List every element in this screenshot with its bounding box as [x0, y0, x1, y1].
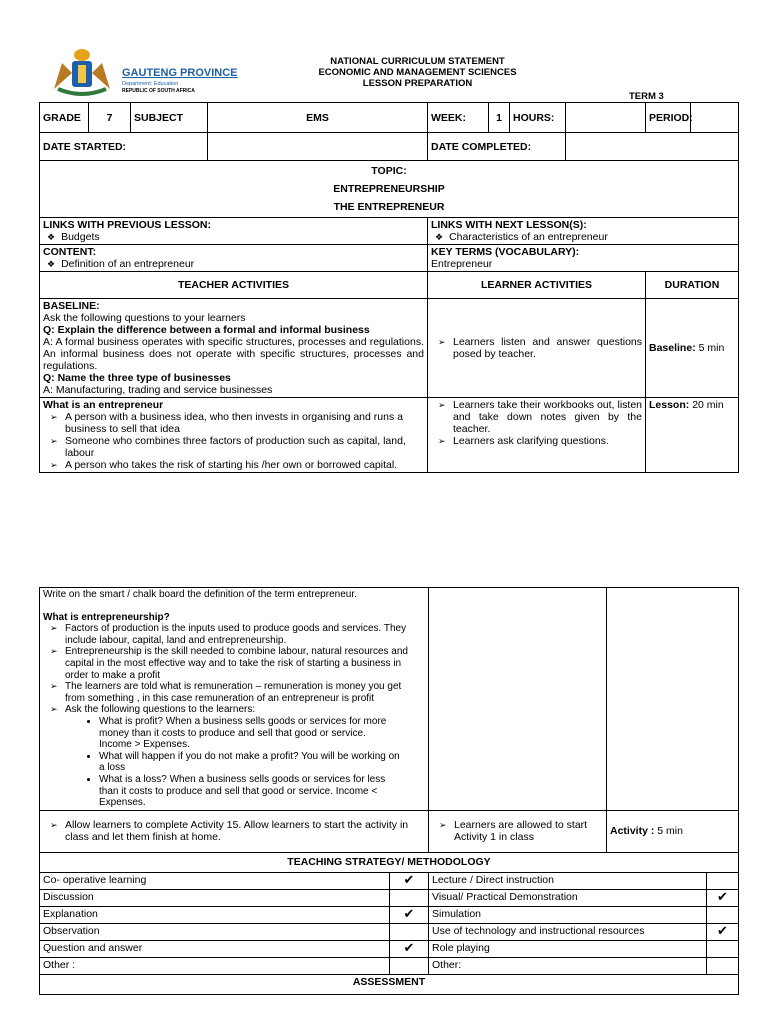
- lesson-learner-item: ➢ Learners take their workbooks out, listen and take down notes given by the teacher.: [453, 399, 642, 435]
- entrepreneurship-item: ➢ Entrepreneurship is the skill needed to combine labour, natural resources and capital in the most effective way and to take the risk of starting a business in order to make a profit: [65, 646, 411, 681]
- strategy-right-check[interactable]: [707, 872, 739, 889]
- lesson-learner-item: ➢ Learners ask clarifying questions.: [453, 435, 642, 447]
- lesson-duration-label: Lesson:: [649, 399, 690, 411]
- lesson-table-page-2: [39, 587, 739, 995]
- topic-label: TOPIC:: [371, 165, 407, 177]
- baseline-cell: [40, 299, 428, 398]
- links-previous-cell: [40, 218, 428, 245]
- strategy-left-label: Discussion: [40, 889, 390, 906]
- strategy-right-label: Simulation: [429, 906, 707, 923]
- week-value: 1: [489, 103, 510, 133]
- teaching-strategy-header: TEACHING STRATEGY/ METHODOLOGY: [40, 852, 739, 872]
- baseline-intro: Ask the following questions to your learners: [43, 312, 246, 324]
- strategy-right-check[interactable]: [707, 957, 739, 974]
- baseline-answer-1: A: A formal business operates with specific structures, processes and regulations. An informal business does not operate with specific structures, processes and regulations.: [43, 336, 424, 372]
- strategy-left-check[interactable]: ✔: [390, 872, 429, 889]
- strategy-left-label: Question and answer: [40, 940, 390, 957]
- lesson-table-page-1: [39, 102, 739, 473]
- strategy-right-label: Role playing: [429, 940, 707, 957]
- duration-header: DURATION: [646, 272, 739, 299]
- entrepreneurship-cell: [40, 588, 429, 811]
- term-label: TERM 3: [629, 91, 664, 102]
- strategy-left-check[interactable]: ✔: [390, 906, 429, 923]
- baseline-title: BASELINE:: [43, 300, 100, 312]
- activity-duration-value: 5 min: [657, 825, 683, 838]
- activity-duration-label: Activity :: [610, 825, 655, 838]
- activity-learner-cell: [429, 810, 607, 852]
- header-line-3: LESSON PREPARATION: [362, 78, 473, 89]
- strategy-left-label: Explanation: [40, 906, 390, 923]
- baseline-learner-cell: [428, 299, 646, 398]
- key-terms-cell: [428, 245, 739, 272]
- lesson-title: What is an entrepreneur: [43, 399, 164, 411]
- strategy-left-label: Other :: [40, 957, 390, 974]
- strategy-right-check[interactable]: [707, 940, 739, 957]
- strategy-right-label: Lecture / Direct instruction: [429, 872, 707, 889]
- entrepreneurship-title: What is entrepreneurship?: [43, 611, 170, 623]
- strategy-left-check[interactable]: [390, 889, 429, 906]
- date-completed-label: DATE COMPLETED:: [428, 133, 566, 161]
- teacher-activities-header: TEACHER ACTIVITIES: [40, 272, 428, 299]
- lesson-item: ➢ Someone who combines three factors of production such as capital, land, labour: [65, 435, 424, 459]
- baseline-answer-2: A: Manufacturing, trading and service businesses: [43, 384, 273, 396]
- entrepreneurship-item: ➢ Factors of production is the inputs used to produce goods and services. They include labour, capital, land and entrepreneurship.: [65, 623, 411, 646]
- date-started-value: [208, 133, 428, 161]
- learner-activities-header: LEARNER ACTIVITIES: [428, 272, 646, 299]
- date-completed-value: [566, 133, 739, 161]
- period-label: PERIOD:: [646, 103, 691, 133]
- strategy-right-label: Visual/ Practical Demonstration: [429, 889, 707, 906]
- content-label: CONTENT:: [43, 246, 97, 258]
- question-item: • What is a loss? When a business sells goods or services for less than it costs to produce and sell that good or service. Income < Expenses.: [99, 774, 401, 809]
- lesson-item: ➢ A person with a business idea, who then invests in organising and runs a business to sell that idea: [65, 411, 424, 435]
- lesson-learner-cell: [428, 398, 646, 473]
- strategy-right-check[interactable]: ✔: [707, 923, 739, 940]
- province-name: GAUTENG PROVINCE: [122, 67, 238, 79]
- strategy-left-check[interactable]: ✔: [390, 940, 429, 957]
- grade-label: GRADE: [40, 103, 89, 133]
- header-line-2: ECONOMIC AND MANAGEMENT SCIENCES: [318, 67, 517, 78]
- strategy-right-label: Use of technology and instructional resources: [429, 923, 707, 940]
- links-next-value: ❖ Characteristics of an entrepreneur: [431, 231, 735, 243]
- strategy-left-label: Co- operative learning: [40, 872, 390, 889]
- links-previous-value: ❖ Budgets: [43, 231, 424, 243]
- gauteng-logo: [44, 45, 244, 97]
- baseline-duration-label: Baseline:: [649, 342, 696, 354]
- entrepreneurship-duration-cell: [607, 588, 739, 811]
- strategy-left-check[interactable]: [390, 923, 429, 940]
- strategy-right-check[interactable]: [707, 906, 739, 923]
- content-value: ❖ Definition of an entrepreneur: [43, 258, 424, 270]
- baseline-learner-item: ➢ Learners listen and answer questions posed by teacher.: [453, 336, 642, 360]
- hours-label: HOURS:: [510, 103, 566, 133]
- topic-line-1: ENTREPRENEURSHIP: [333, 183, 445, 195]
- strategy-right-label: Other:: [429, 957, 707, 974]
- activity-learner-item: ➢ Learners are allowed to start Activity 1 in class: [454, 819, 603, 843]
- key-terms-value: Entrepreneur: [431, 258, 493, 270]
- baseline-question-1: Q: Explain the difference between a formal and informal business: [43, 324, 370, 336]
- lesson-cell: [40, 398, 428, 473]
- strategy-left-label: Observation: [40, 923, 390, 940]
- hours-value: [566, 103, 646, 133]
- strategy-right-check[interactable]: ✔: [707, 889, 739, 906]
- baseline-question-2: Q: Name the three type of businesses: [43, 372, 231, 384]
- week-label: WEEK:: [428, 103, 489, 133]
- subject-value: EMS: [208, 103, 428, 133]
- questions-intro: Ask the following questions to the learners:: [65, 704, 256, 716]
- question-item: • What will happen if you do not make a profit? You will be working on a loss: [99, 751, 401, 774]
- period-value: [691, 103, 739, 133]
- activity-cell: [40, 810, 429, 852]
- key-terms-label: KEY TERMS (VOCABULARY):: [431, 246, 580, 258]
- strategy-left-check[interactable]: [390, 957, 429, 974]
- baseline-duration-value: 5 min: [698, 342, 725, 354]
- activity-instruction: ➢ Allow learners to complete Activity 15. Allow learners to start the activity in class and let them finish at home.: [65, 819, 425, 843]
- links-next-label: LINKS WITH NEXT LESSON(S):: [431, 219, 587, 231]
- department-name: Department: Education: [122, 81, 179, 87]
- assessment-header: ASSESSMENT: [40, 974, 739, 994]
- question-item: • What is profit? When a business sells goods or services for more money than it costs to produce and sell that good or service. Income > Expenses.: [99, 716, 401, 751]
- coat-of-arms-icon: [44, 45, 120, 97]
- entrepreneurship-item: [65, 704, 411, 808]
- grade-value: 7: [89, 103, 131, 133]
- lesson-duration-cell: [646, 398, 739, 473]
- links-next-cell: [428, 218, 739, 245]
- country-name: REPUBLIC OF SOUTH AFRICA: [122, 88, 195, 94]
- document-header: [270, 56, 565, 89]
- lesson-duration-value: 20 min: [692, 399, 724, 411]
- baseline-duration-cell: [646, 299, 739, 398]
- subject-label: SUBJECT: [131, 103, 208, 133]
- content-cell: [40, 245, 428, 272]
- date-started-label: DATE STARTED:: [40, 133, 208, 161]
- topic-cell: [40, 161, 739, 218]
- entrepreneurship-item: ➢ The learners are told what is remuneration – remuneration is money you get from something , in this case remuneration of an entrepreneur is profit: [65, 681, 411, 704]
- activity-duration-cell: [607, 810, 739, 852]
- header-line-1: NATIONAL CURRICULUM STATEMENT: [330, 56, 505, 67]
- links-previous-label: LINKS WITH PREVIOUS LESSON:: [43, 219, 212, 231]
- lesson-item: ➢ A person who takes the risk of starting his /her own or borrowed capital.: [65, 459, 424, 471]
- entrepreneurship-learner-cell: [429, 588, 607, 811]
- topic-line-2: THE ENTREPRENEUR: [333, 201, 445, 213]
- board-instruction: Write on the smart / chalk board the definition of the term entrepreneur.: [43, 589, 357, 600]
